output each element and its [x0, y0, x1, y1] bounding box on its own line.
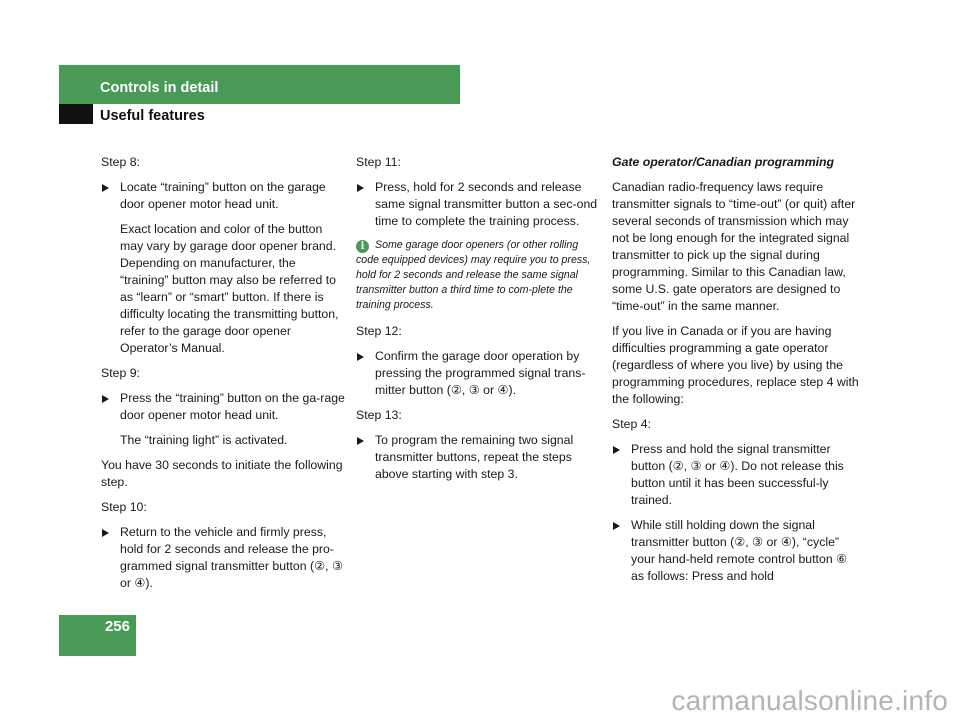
section-heading: Gate operator/Canadian programming	[612, 155, 835, 169]
chapter-title: Controls in detail	[100, 80, 219, 96]
paragraph: If you live in Canada or if you are having difficulties programming a gate operator (regardless of where you live) by using the programming procedures, replace step 4 with the following:	[612, 324, 859, 406]
column-left	[101, 154, 346, 600]
info-note	[356, 238, 604, 313]
instruction-bullet	[101, 390, 346, 424]
section-title: Useful features	[100, 108, 205, 124]
instruction-bullet	[356, 179, 604, 230]
column-middle	[356, 154, 604, 491]
bullet-text: Locate “training” button on the garage door opener motor head unit.	[120, 180, 326, 211]
bullet-triangle-icon	[357, 437, 364, 445]
step-label: Step 8:	[101, 155, 140, 169]
instruction-bullet	[612, 517, 862, 585]
instruction-bullet	[101, 179, 346, 213]
note-text: Some garage door openers (or other rolling code equipped devices) may require you to press, hold for 2 seconds and release the same signal transmitter button a third time to com-plete the training process.	[356, 239, 591, 311]
step-label: Step 9:	[101, 366, 140, 380]
instruction-bullet	[356, 348, 604, 399]
section-marker	[59, 104, 93, 124]
bullet-triangle-icon	[357, 184, 364, 192]
bullet-text: Return to the vehicle and firmly press, hold for 2 seconds and release the pro-grammed signal transmitter button (②, ③ or ④).	[120, 525, 343, 590]
paragraph: Canadian radio-frequency laws require transmitter signals to “time-out” (or quit) after several seconds of transmission which may not be long enough for the integrated signal transmitter to pick up the signal during programming. Similar to this Canadian law, some U.S. gate operators are designed to “time-out” in the same manner.	[612, 180, 856, 313]
step-label: Step 11:	[356, 155, 401, 169]
step-label: Step 10:	[101, 500, 147, 514]
step-label: Step 13:	[356, 408, 402, 422]
paragraph: You have 30 seconds to initiate the following step.	[101, 458, 343, 489]
watermark: carmanualsonline.info	[671, 685, 948, 716]
bullet-triangle-icon	[102, 184, 109, 192]
bullet-text: Confirm the garage door operation by pressing the programmed signal trans-mitter button (②, ③ or ④).	[375, 349, 586, 397]
paragraph: The “training light” is activated.	[120, 433, 288, 447]
page-number: 256	[104, 618, 130, 635]
bullet-text: Press and hold the signal transmitter button (②, ③ or ④). Do not release this button until it has been successful-ly trained.	[631, 442, 844, 507]
bullet-triangle-icon	[357, 353, 364, 361]
bullet-text: Press the “training” button on the ga-rage door opener motor head unit.	[120, 391, 345, 422]
bullet-triangle-icon	[613, 446, 620, 454]
instruction-bullet	[101, 524, 346, 592]
bullet-triangle-icon	[613, 522, 620, 530]
instruction-bullet	[612, 441, 862, 509]
instruction-bullet	[356, 432, 604, 483]
paragraph: Exact location and color of the button may vary by garage door opener brand. Depending on manufacturer, the “training” button may also be referred to as “learn” or “smart” button. If there is difficulty locating the transmitting button, refer to the garage door opener Operator’s Manual.	[120, 222, 339, 355]
bullet-triangle-icon	[102, 395, 109, 403]
bullet-text: To program the remaining two signal transmitter buttons, repeat the steps above starting with step 3.	[375, 433, 574, 481]
bullet-triangle-icon	[102, 529, 109, 537]
step-label: Step 4:	[612, 417, 651, 431]
bullet-text: While still holding down the signal transmitter button (②, ③ or ④), “cycle” your hand-held remote control button ⑥ as follows: Press and hold	[631, 518, 848, 583]
step-label: Step 12:	[356, 324, 402, 338]
bullet-text: Press, hold for 2 seconds and release same signal transmitter button a sec-ond time to complete the training process.	[375, 180, 598, 228]
info-icon: i	[356, 240, 369, 253]
column-right	[612, 154, 862, 593]
